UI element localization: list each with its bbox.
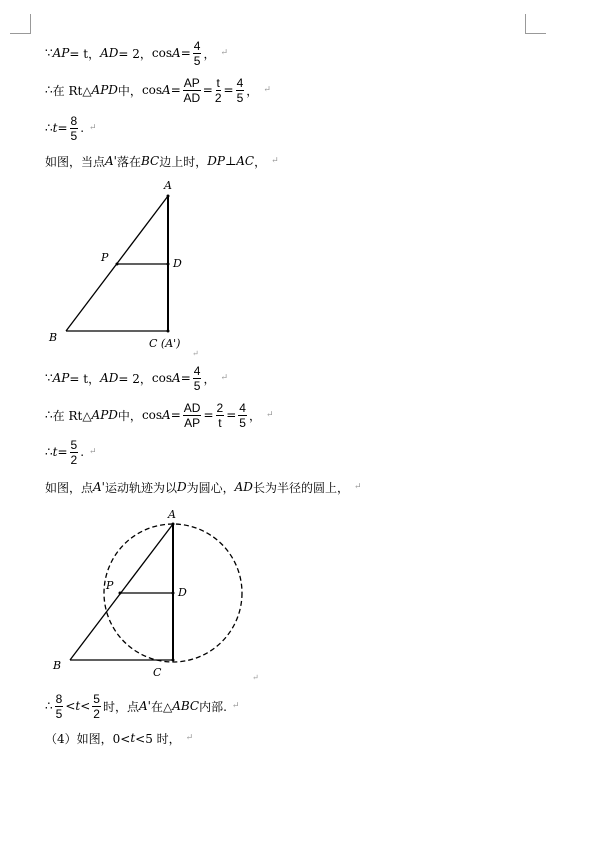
text: <	[65, 699, 76, 713]
text: ⊥	[224, 154, 237, 168]
text-line-10	[45, 721, 193, 755]
text: AP	[52, 46, 70, 60]
paragraph-mark-icon: ↵	[252, 673, 259, 682]
label-a: A	[164, 179, 172, 192]
denominator: AD	[183, 90, 201, 105]
margin-corner-top-left	[10, 33, 31, 34]
text: =	[180, 46, 191, 60]
denominator: 5	[193, 53, 201, 68]
text: = 2，	[118, 371, 152, 386]
text: A	[162, 83, 171, 97]
numerator: 4	[193, 38, 201, 53]
paragraph-mark-icon: ↵	[89, 447, 97, 457]
label-p: P	[106, 579, 114, 592]
text: t	[52, 121, 58, 135]
paragraph-mark-icon: ↵	[192, 349, 199, 358]
therefore-symbol: ∴	[45, 83, 53, 97]
because-symbol: ∵	[45, 371, 53, 385]
text: A'	[105, 154, 117, 168]
numerator: 8	[55, 691, 63, 706]
denominator: 5	[55, 706, 63, 721]
fraction	[55, 692, 64, 721]
text: ，	[203, 371, 216, 386]
side-ab	[70, 524, 173, 660]
text: 时，点	[102, 699, 139, 714]
text: <5 时，	[135, 731, 181, 746]
paragraph-mark-icon: ↵	[265, 410, 274, 420]
text-line-4	[45, 144, 279, 178]
fraction	[236, 76, 245, 105]
text: 长为半径的圆上，	[252, 480, 349, 495]
therefore-symbol: ∴	[45, 445, 53, 459]
text: A'	[138, 699, 151, 713]
text: cos	[141, 408, 163, 422]
text: AC	[236, 154, 255, 168]
text: 在△	[150, 699, 173, 714]
text: ，	[248, 408, 261, 423]
fraction	[193, 364, 202, 393]
denominator: 5	[239, 415, 246, 430]
label-c: C	[153, 666, 162, 679]
text: ，	[203, 46, 216, 61]
equation-line-3	[45, 111, 97, 145]
text: （4）如图，0<	[45, 731, 131, 746]
text: AP	[52, 371, 70, 385]
fraction	[92, 692, 101, 721]
text: D	[177, 480, 187, 494]
equation-line-1	[45, 36, 228, 70]
text: 边上时，	[159, 154, 208, 169]
text: .	[80, 121, 85, 135]
text: APD	[91, 83, 118, 97]
text: ABC	[172, 699, 200, 713]
text: t	[75, 699, 81, 713]
text: A	[162, 408, 171, 422]
text: 为圆心，	[186, 480, 235, 495]
equation-line-6	[45, 398, 274, 432]
text: 在 Rt△	[52, 83, 92, 98]
therefore-symbol: ∴	[45, 699, 53, 713]
text: A	[172, 46, 181, 60]
paragraph-mark-icon: ↵	[220, 48, 228, 58]
text: t	[52, 445, 58, 459]
text: =	[57, 445, 68, 459]
numerator: AP	[183, 75, 200, 90]
numerator: 2	[216, 400, 224, 415]
text: <	[80, 699, 91, 713]
text: = t，	[69, 371, 101, 386]
paragraph-mark-icon: ↵	[89, 123, 97, 133]
label-b: B	[49, 331, 58, 344]
paragraph-mark-icon: ↵	[231, 701, 240, 711]
numerator: 5	[70, 437, 78, 452]
dashed-circle	[104, 524, 242, 662]
text: 如图，点	[45, 480, 94, 495]
text: 中，	[117, 408, 142, 423]
text: 中，	[117, 83, 142, 98]
text: 如图，当点	[45, 154, 106, 169]
numerator: 4	[236, 75, 244, 90]
numerator: t	[216, 75, 220, 90]
denominator: AP	[184, 415, 201, 430]
text: A	[172, 371, 181, 385]
text: cos	[151, 371, 173, 385]
text: 运动轨迹为以	[104, 480, 177, 495]
text: DP	[207, 154, 225, 168]
numerator: AD	[183, 400, 201, 415]
figure-2-triangle-circle	[70, 524, 242, 662]
text: =	[170, 408, 181, 422]
margin-corner-top-right	[525, 14, 526, 34]
because-symbol: ∵	[45, 46, 53, 60]
text: =	[226, 408, 237, 422]
denominator: 2	[93, 706, 100, 721]
equation-line-7	[45, 435, 97, 469]
text: t	[130, 731, 136, 745]
denominator: 2	[70, 452, 78, 467]
text: cos	[141, 83, 163, 97]
denominator: 5	[193, 378, 201, 393]
equation-line-2	[45, 73, 271, 107]
paragraph-mark-icon: ↵	[220, 373, 228, 383]
label-d: D	[173, 257, 182, 270]
side-ab	[66, 196, 168, 331]
text: AD	[234, 480, 253, 494]
label-p: P	[101, 251, 109, 264]
text: =	[203, 408, 214, 422]
equation-line-5	[45, 361, 228, 395]
fraction	[215, 76, 222, 105]
paragraph-mark-icon: ↵	[263, 85, 271, 95]
paragraph-mark-icon: ↵	[353, 482, 362, 492]
text: 落在	[116, 154, 141, 169]
fraction	[183, 76, 201, 105]
fraction	[70, 438, 79, 467]
numerator: 8	[70, 113, 78, 128]
denominator: 5	[236, 90, 244, 105]
text-line-8	[45, 470, 362, 504]
paragraph-mark-icon: ↵	[185, 733, 194, 743]
text: = 2，	[118, 46, 152, 61]
text: .	[80, 445, 85, 459]
fraction	[193, 39, 202, 68]
label-a: A	[168, 508, 176, 521]
label-d: D	[178, 586, 187, 599]
numerator: 4	[193, 363, 201, 378]
text: =	[202, 83, 213, 97]
numerator: 4	[239, 400, 246, 415]
numerator: 5	[93, 691, 100, 706]
therefore-symbol: ∴	[45, 121, 53, 135]
text: cos	[151, 46, 173, 60]
paragraph-mark-icon: ↵	[271, 156, 279, 166]
fraction	[216, 401, 225, 430]
text: ，	[254, 154, 267, 169]
margin-corner-top-right	[525, 33, 546, 34]
denominator: 5	[70, 128, 78, 143]
fraction	[238, 401, 247, 430]
denominator: t	[218, 415, 222, 430]
margin-corner-top-left	[30, 14, 31, 34]
text: 内部.	[199, 699, 227, 714]
text: =	[170, 83, 181, 97]
text: BC	[141, 154, 160, 168]
equation-line-9	[45, 689, 239, 723]
fraction	[70, 114, 79, 143]
label-c-a-prime: C (A')	[149, 337, 181, 350]
fraction	[183, 401, 202, 430]
text: A'	[93, 480, 105, 494]
therefore-symbol: ∴	[45, 408, 53, 422]
label-b: B	[53, 659, 62, 672]
text: ，	[246, 83, 259, 98]
text: =	[223, 83, 234, 97]
text: APD	[91, 408, 118, 422]
text: =	[57, 121, 68, 135]
text: = t，	[69, 46, 101, 61]
text: 在 Rt△	[52, 408, 92, 423]
text: =	[180, 371, 191, 385]
text: AD	[100, 371, 119, 385]
text: AD	[100, 46, 119, 60]
denominator: 2	[214, 90, 222, 105]
